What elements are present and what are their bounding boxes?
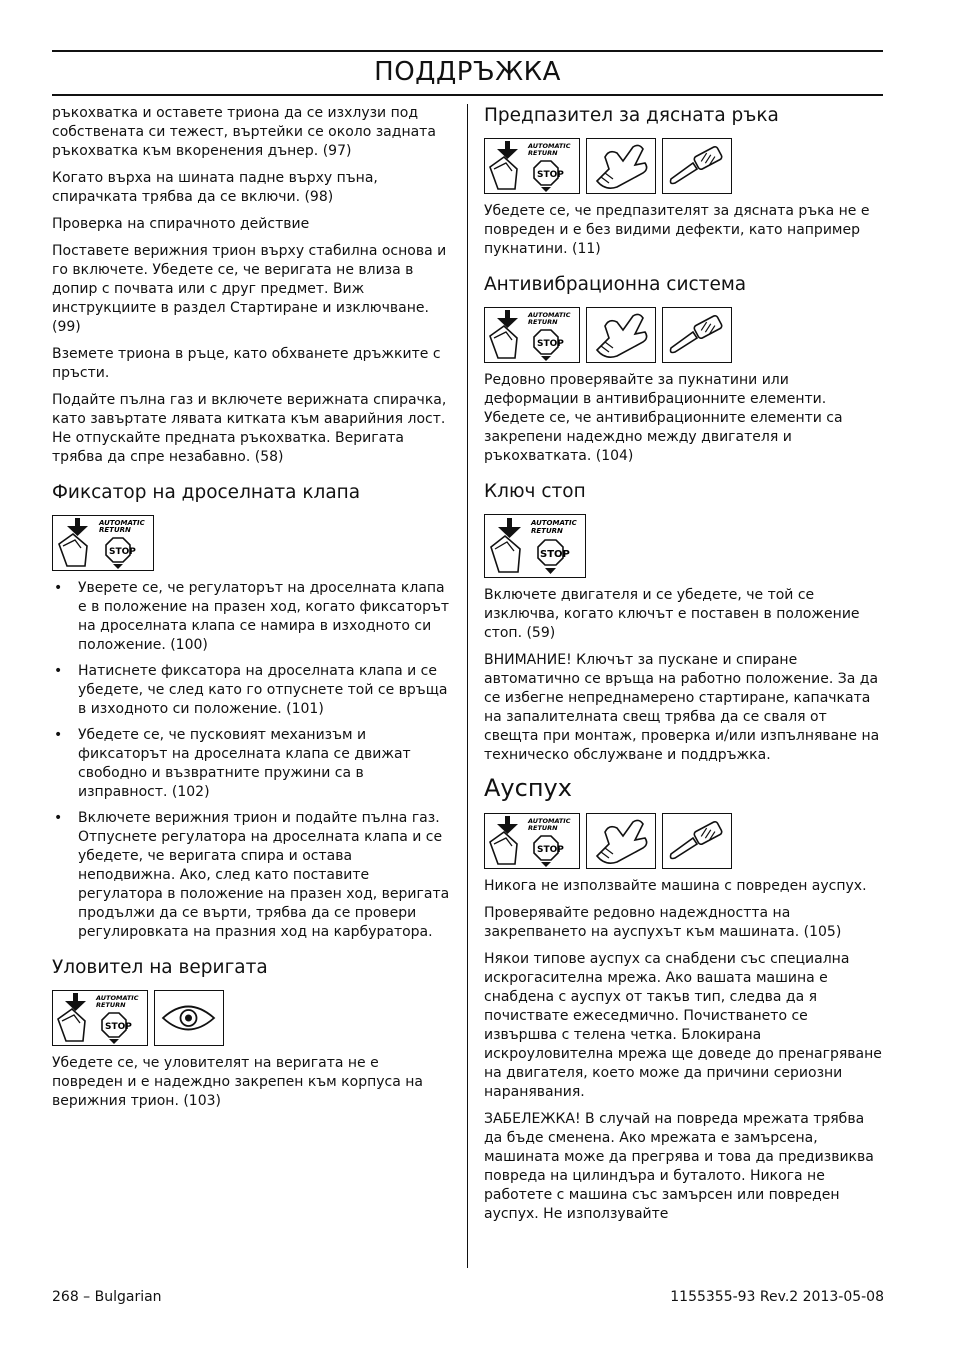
return-label: RETURN (528, 318, 558, 326)
stop-label: STOP (537, 845, 564, 855)
paragraph: ръкохватка и оставете триона да се изхлузи под собствената си тежест, въртейки се около задната ръкохватка към вкоренения дънер. (97) (52, 105, 436, 159)
right-column (484, 104, 884, 1232)
footer-document-id: 1155355-93 Rev.2 2013-05-08 (670, 1289, 884, 1305)
automatic-return-stop-icon (484, 138, 580, 194)
auto-label: AUTOMATIC (531, 519, 577, 527)
paragraph: Включете двигателя и се убедете, че той се изключва, когато ключът е поставен в положение стоп. (59) (484, 587, 860, 641)
paragraph: Проверявайте редовно надеждността на закрепването на ауспухът към машината. (105) (484, 905, 842, 940)
list-item: • Натиснете фиксатора на дроселната клапа и се убедете, че след като го отпуснете той се връща в изходното си положение. (101) (52, 662, 452, 719)
section-heading-throttle-lock: Фиксатор на дроселната клапа (52, 482, 361, 503)
icon-row (484, 813, 884, 869)
return-label: RETURN (96, 1001, 126, 1009)
list-item: • Включете верижния трион и подайте пълна газ. Отпуснете регулатора на дроселната клапа и се убедете, че веригата спира и остава неподвижна. Ако, след като поставите регулатора в положение на празен ход, веригата продължи да се върти, трябва да се провери регулировката на празния ход на карбуратора. (52, 809, 452, 942)
section-heading-muffler: Ауспух (484, 774, 572, 802)
list-item: • Уверете се, че регулаторът на дроселната клапа е в положение на празен ход, когато фиксаторът на дроселната клапа се намира в изходното си положение. (100) (52, 579, 452, 655)
paragraph: Никога не използвайте машина с повреден ауспух. (484, 878, 867, 894)
section-heading-antivibration: Антивибрационна система (484, 274, 747, 295)
stop-label: STOP (109, 547, 136, 557)
icon-row (484, 514, 884, 578)
auto-label: AUTOMATIC (528, 311, 571, 319)
return-label: RETURN (528, 149, 558, 157)
brush-icon (662, 813, 732, 869)
glove-icon (586, 813, 656, 869)
icon-row (484, 307, 884, 363)
auto-label: AUTOMATIC (528, 142, 571, 150)
glove-icon (586, 307, 656, 363)
left-column (52, 104, 452, 1119)
icon-row (484, 138, 884, 194)
automatic-return-stop-icon (484, 307, 580, 363)
glove-icon (586, 138, 656, 194)
paragraph: Вземете триона в ръце, като обхванете дръжките с пръсти. (52, 346, 441, 381)
auto-label: AUTOMATIC (96, 994, 139, 1002)
page-header (52, 50, 883, 96)
paragraph: ЗАБЕЛЕЖКА! В случай на повреда мрежата трябва да бъде сменена. Ако мрежата е замърсена, машината може да прегрява и това да предизвиква повреда на цилиндъра и буталото. Никога не работете с машина със замърсен или повреден ауспух. Не използувайте (484, 1111, 874, 1222)
return-label: RETURN (531, 527, 563, 535)
automatic-return-stop-icon (484, 813, 580, 869)
brush-icon (662, 307, 732, 363)
paragraph: ВНИМАНИЕ! Ключът за пускане и спиране автоматично се връща на работно положение. За да се избегне непреднамерено стартиране, капачката на запалителната свещ трябва да се сваля от свещта при монтаж, проверка и/или изпълняване на техническо обслужване и поддръжка. (484, 652, 880, 763)
throttle-checklist (52, 579, 452, 942)
stop-label: STOP (537, 170, 564, 180)
return-label: RETURN (99, 526, 131, 534)
paragraph: Когато върха на шината падне върху пъна, спирачката трябва да се включи. (98) (52, 170, 378, 205)
stop-label: STOP (537, 339, 564, 349)
icon-row (52, 990, 452, 1046)
eye-icon (154, 990, 224, 1046)
page-title: ПОДДРЪЖКА (374, 57, 561, 87)
section-heading-chain-catcher: Уловител на веригата (52, 957, 268, 978)
auto-label: AUTOMATIC (99, 519, 145, 527)
brush-icon (662, 138, 732, 194)
auto-label: AUTOMATIC (528, 817, 571, 825)
icon-row (52, 515, 452, 571)
paragraph: Убедете се, че предпазителят за дясната ръка не е повреден и е без видими дефекти, като например пукнатини. (11) (484, 203, 870, 257)
paragraph: Убедете се, че уловителят на веригата не е повреден и е надеждно закрепен към корпуса на верижния трион. (103) (52, 1055, 423, 1109)
section-heading-stop-switch: Ключ стоп (484, 481, 586, 502)
automatic-return-stop-icon (484, 514, 586, 578)
automatic-return-stop-icon (52, 990, 148, 1046)
section-heading-hand-guard: Предпазител за дясната ръка (484, 105, 779, 126)
stop-label: STOP (540, 549, 570, 560)
paragraph: Редовно проверявайте за пукнатини или деформации в антивибрационните елементи. Убедете се, че антивибрационните елементи са закрепени надеждно между двигателя и ръкохватката. (104) (484, 372, 843, 464)
return-label: RETURN (528, 824, 558, 832)
paragraph: Подайте пълна газ и включете верижната спирачка, като завъртате лявата китката към аварийния лост. Не отпускайте предната ръкохватка. Веригата трябва да спре незабавно. (58) (52, 392, 447, 465)
list-item: • Убедете се, че пусковият механизъм и фиксаторът на дроселната клапа се движат свободно и възвратните пружини са в изправност. (102) (52, 726, 452, 802)
footer-page-number: 268 – Bulgarian (52, 1289, 162, 1305)
paragraph: Поставете верижния трион върху стабилна основа и го включете. Убедете се, че веригата не влиза в допир с почвата или с друг предмет. Виж инструкциите в раздел Стартиране и изключване. (99) (52, 243, 447, 335)
paragraph: Някои типове ауспух са снабдени със специална искрогасителна мрежа. Ако вашата машина е снабдена с ауспух от такъв тип, следва да я почиствате ежеседмично. Почистването се извършва с телена четка. Блокирана искроуловителна мрежа ще доведе до пренагряване на двигателя, което може да причини сериозни наранявания. (484, 951, 882, 1100)
column-divider (467, 104, 468, 1268)
stop-label: STOP (105, 1022, 132, 1032)
automatic-return-stop-icon (52, 515, 154, 571)
paragraph: Проверка на спирачното действие (52, 216, 310, 232)
